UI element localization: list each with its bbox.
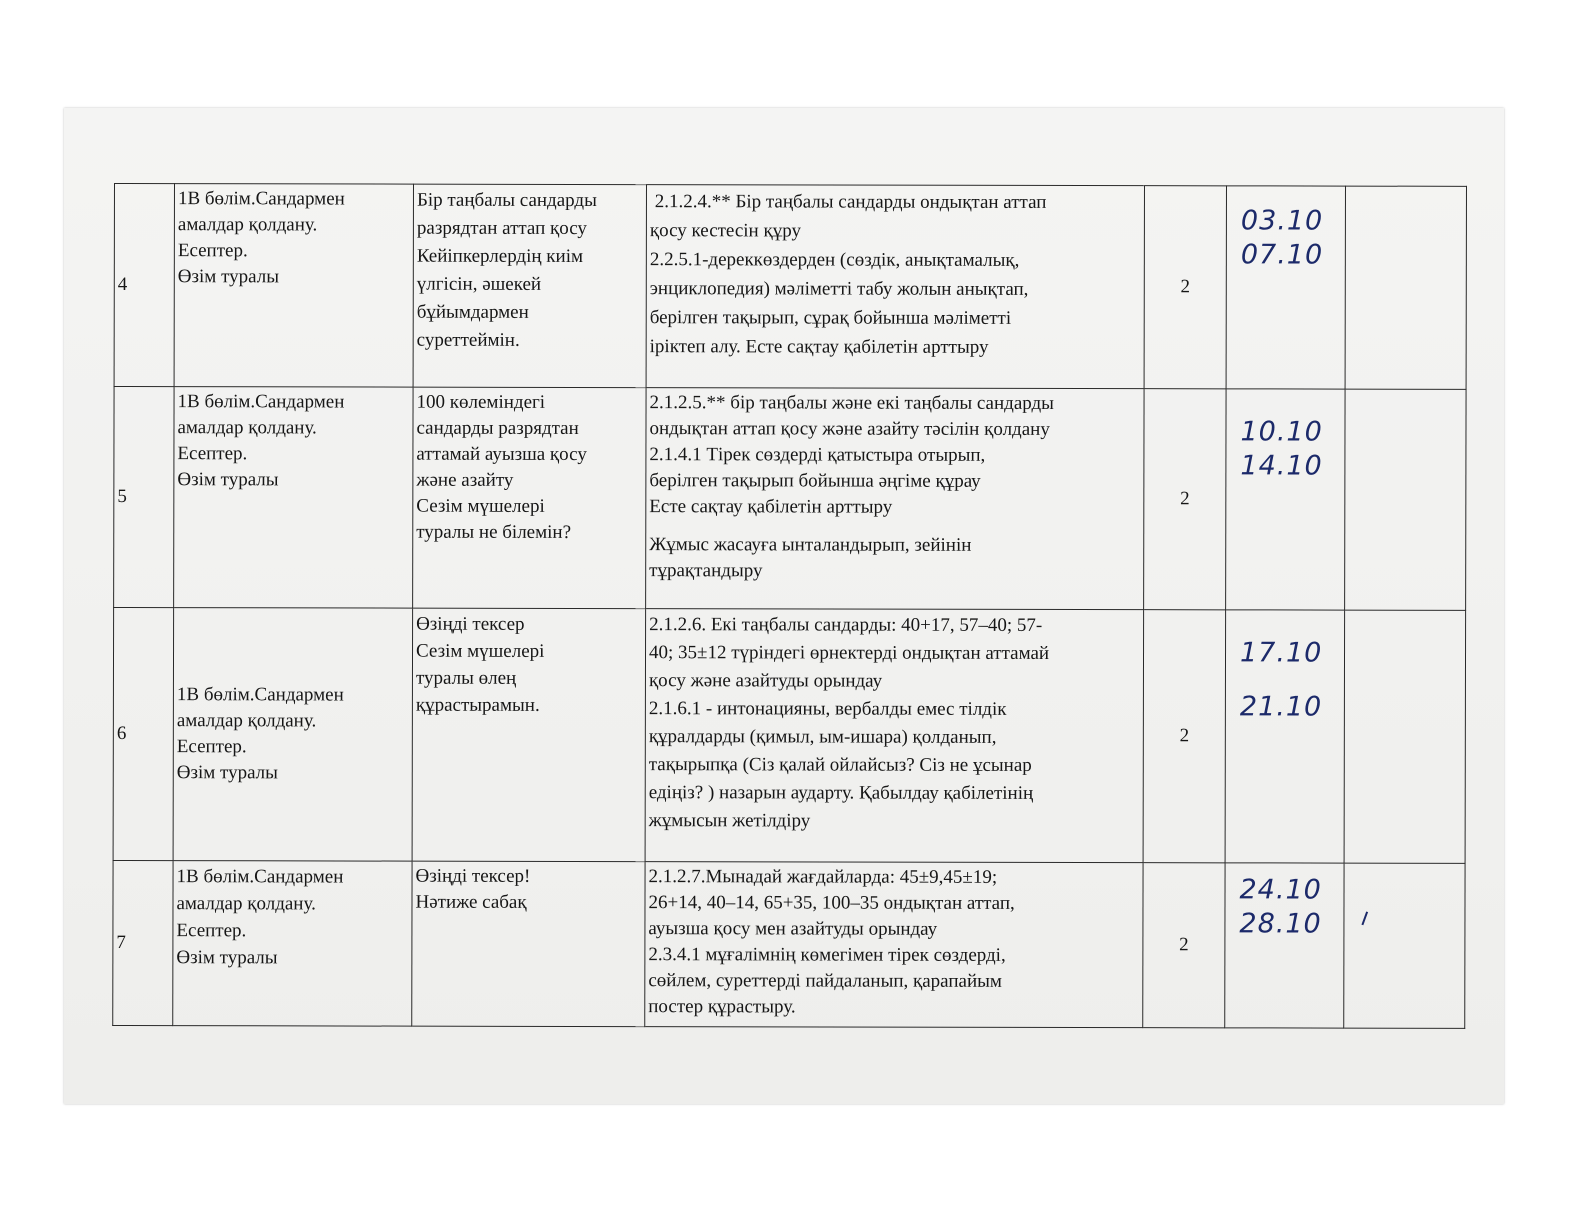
objective-line: 2.1.4.1 Тірек сөздерді қатыстыра отырып, [649, 444, 986, 466]
objective-line: Жұмыс жасауға ынталандырып, зейінін [649, 534, 972, 556]
topic-line: 100 көлеміндегі [416, 391, 546, 413]
handwritten-date: 21.10 [1239, 691, 1323, 723]
section-line: Есептер. [176, 736, 247, 758]
lesson-number: 5 [114, 386, 174, 607]
paragraph-gap [649, 520, 1140, 533]
topic-line: Өзіңді тексер! [415, 865, 531, 888]
handwritten-date: 10.10 [1240, 416, 1323, 448]
table-row [113, 608, 1466, 864]
lesson-number: 6 [113, 608, 174, 861]
lesson-number: 7 [113, 861, 173, 1026]
objective-line: 2.1.6.1 - интонацияны, вербалды емес тілдік [648, 698, 1007, 720]
handwritten-date: 28.10 [1239, 908, 1322, 940]
topic-line: бұйымдармен [416, 301, 529, 323]
notes-cell [1344, 863, 1465, 1028]
notes-cell [1344, 610, 1466, 863]
section-line: 1В бөлім.Сандармен [176, 866, 344, 888]
objective-line: 2.1.2.5.** бір таңбалы және екі таңбалы сандарды [649, 392, 1054, 414]
topic-line: үлгісін, әшекей [416, 273, 542, 295]
notes-cell [1345, 389, 1466, 610]
section-line: Өзім туралы [177, 469, 279, 491]
section-line: амалдар қолдану. [177, 214, 318, 236]
topic-line: аттамай ауызша қосу [416, 443, 587, 465]
objective-line: іріктеп алу. Есте сақтау қабілетін арттыру [649, 336, 989, 358]
topic-line: Сезім мүшелері [416, 495, 545, 517]
objective-line: 2.1.2.7.Мынадай жағдайларда: 45±9,45±19; [648, 866, 998, 889]
topic-line: Кейіпкерлердің киім [416, 245, 584, 267]
objective-line: 40; 35±12 түріндегі өрнектерді ондықтан аттамай [648, 642, 1050, 664]
objective-line: қосу және азайтуды орындау [648, 670, 883, 692]
objective-line: 2.1.2.6. Екі таңбалы сандарды: 40+17, 57–40; 57- [649, 614, 1043, 636]
objective-line: 26+14, 40–14, 65+35, 100–35 ондықтан аттап, [648, 892, 1015, 915]
topic-line: туралы не білемін? [416, 521, 572, 543]
hours-cell: 2 [1144, 389, 1226, 610]
objective-line: едіңіз? ) назарын аударту. Қабылдау қабілетінің [648, 782, 1034, 804]
topic-line: Бір таңбалы сандарды [416, 189, 597, 212]
notes-cell [1345, 186, 1466, 389]
objective-line: қосу кестесін құру [649, 220, 801, 242]
objective-line: 2.3.4.1 мұғалімнің көмегімен тірек сөздерді, [648, 944, 1006, 967]
section-line: Есептер. [176, 920, 247, 942]
lesson-plan-table [112, 183, 1467, 1029]
objective-line: 2.2.5.1-дереккөздерден (сөздік, анықтамалық, [649, 249, 1020, 271]
objective-line: постер құрастыру. [648, 996, 796, 1018]
topic-line: сандарды разрядтан [416, 417, 579, 439]
handwritten-date: 17.10 [1239, 637, 1323, 669]
section-cell [173, 861, 412, 1026]
section-line: амалдар қолдану. [177, 417, 317, 439]
objective-line: тақырыпқа (Сіз қалай ойлайсыз? Сіз не ұсынар [648, 754, 1032, 776]
topic-cell [412, 861, 645, 1026]
handwritten-date: 03.10 [1240, 205, 1324, 237]
objective-line: 2.1.2.4.** Бір таңбалы сандарды ондықтан аттап [649, 191, 1047, 213]
objective-line: энциклопедия) мәліметті табу жолын анықтап, [649, 278, 1029, 300]
objectives-cell [645, 609, 1144, 863]
section-line: Өзім туралы [176, 762, 278, 784]
topic-line: суреттеймін. [416, 329, 520, 351]
table-row [114, 184, 1466, 390]
topic-cell [413, 184, 646, 387]
section-cell [173, 608, 413, 862]
handwritten-date: 14.10 [1240, 450, 1323, 482]
topic-line: құрастырамын. [415, 694, 540, 716]
topic-cell [413, 387, 646, 609]
objective-line: Есте сақтау қабілетін арттыру [649, 496, 893, 518]
section-line: амалдар қолдану. [176, 710, 317, 732]
objectives-cell [646, 388, 1144, 610]
objective-line: ондықтан аттап қосу және азайту тәсілін қолдану [649, 418, 1050, 440]
objective-line: берілген тақырып, сұрақ бойынша мәліметті [649, 307, 1012, 329]
dates-cell [1226, 389, 1345, 610]
topic-line: Сезім мүшелері [415, 640, 545, 662]
dates-cell [1225, 610, 1345, 863]
section-line: Өзім туралы [177, 266, 280, 288]
objective-line: жұмысын жетілдіру [648, 810, 811, 832]
section-line: Есептер. [177, 240, 248, 262]
topic-cell [412, 608, 646, 862]
topic-line: және азайту [416, 469, 514, 491]
handwritten-date: 07.10 [1240, 239, 1324, 271]
section-line: Есептер. [177, 443, 248, 465]
objective-line: ауызша қосу мен азайтуды орындау [648, 918, 938, 940]
dates-cell [1225, 863, 1344, 1028]
section-cell [174, 387, 413, 609]
section-cell [174, 184, 413, 387]
section-line: 1В бөлім.Сандармен [177, 391, 345, 413]
table-row [114, 386, 1466, 610]
section-line: 1В бөлім.Сандармен [176, 684, 344, 706]
topic-line: разрядтан аттап қосу [416, 217, 587, 239]
hours-cell: 2 [1143, 863, 1225, 1028]
objective-line: берілген тақырып бойынша әңгіме құрау [649, 470, 981, 492]
dates-cell [1226, 186, 1345, 389]
objective-line: құралдарды (қимыл, ым-ишара) қолданып, [648, 726, 997, 748]
objective-line: сөйлем, суреттерді пайдаланып, қарапайым [648, 970, 1002, 993]
topic-line: Нәтиже сабақ [415, 891, 527, 914]
hours-cell: 2 [1144, 186, 1226, 389]
lesson-number: 4 [114, 184, 174, 387]
handwritten-date: 24.10 [1239, 874, 1322, 906]
lesson-plan-table-wrapper [112, 183, 1466, 1029]
section-line: Өзім туралы [176, 947, 278, 969]
table-row [113, 861, 1465, 1029]
objectives-cell [645, 862, 1143, 1028]
topic-line: туралы өлең [415, 667, 517, 689]
objective-line: тұрақтандыру [649, 560, 763, 582]
objectives-cell [646, 185, 1144, 389]
section-line: 1В бөлім.Сандармен [177, 188, 345, 210]
section-line: амалдар қолдану. [176, 893, 316, 915]
hours-cell: 2 [1143, 610, 1226, 863]
topic-line: Өзіңді тексер [416, 613, 525, 635]
